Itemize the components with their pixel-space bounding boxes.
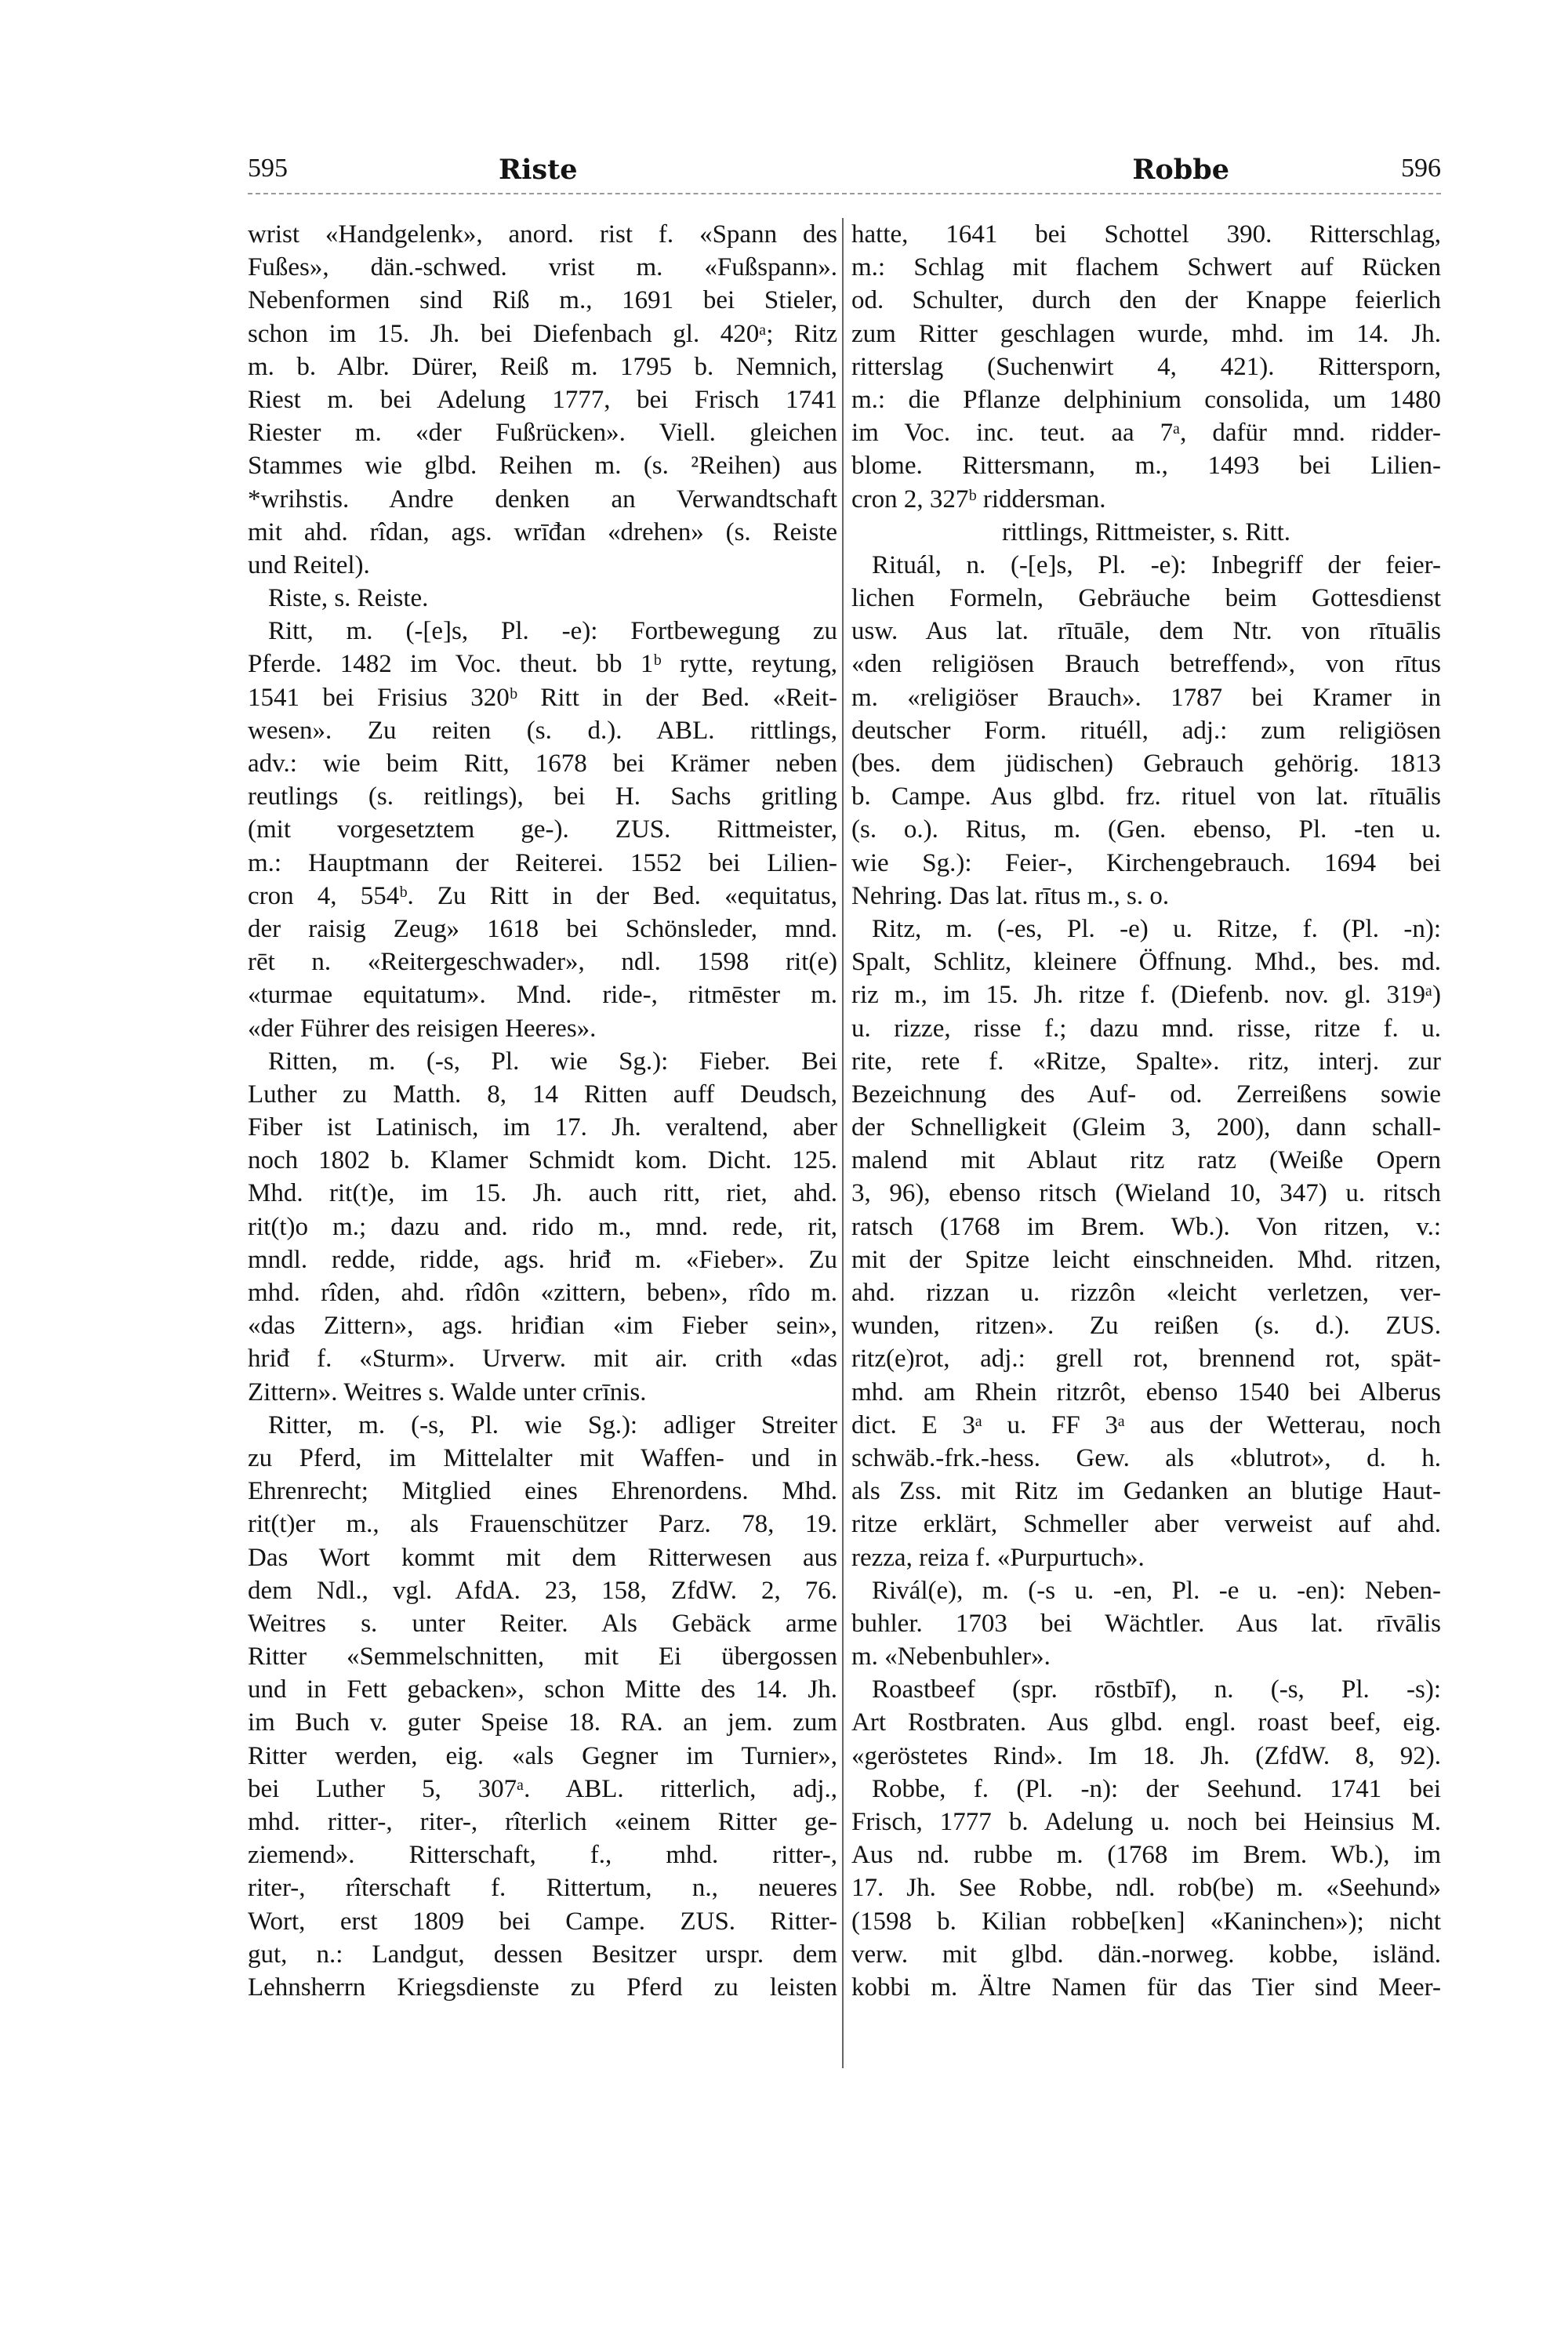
- text-line: (s. o.). Ritus, m. (Gen. ebenso, Pl. -ten u.: [851, 815, 1441, 844]
- text-line: 1541 bei Frisius 320ᵇ Ritt in der Bed. «Reit-: [248, 683, 837, 712]
- text-line: wesen». Zu reiten (s. d.). ABL. rittlings,: [248, 716, 837, 745]
- text-line: Fußes», dän.-schwed. vrist m. «Fußspann».: [248, 253, 837, 282]
- text-line: Luther zu Matth. 8, 14 Ritten auff Deudsch,: [248, 1080, 837, 1109]
- text-line: noch 1802 b. Klamer Schmidt kom. Dicht. 125.: [248, 1146, 837, 1175]
- text-line: blome. Rittersmann, m., 1493 bei Lilien-: [851, 452, 1441, 481]
- text-line: deutscher Form. rituéll, adj.: zum religiösen: [851, 716, 1441, 745]
- right-column: [851, 218, 1441, 2068]
- text-line: mit der Spitze leicht einschneiden. Mhd. ritzen,: [851, 1245, 1441, 1274]
- text-line: ritze erklärt, Schmeller aber verweist auf ahd.: [851, 1510, 1441, 1539]
- text-line: bei Luther 5, 307ᵃ. ABL. ritterlich, adj.,: [248, 1774, 837, 1803]
- text-line: und in Fett gebacken», schon Mitte des 14. Jh.: [248, 1675, 837, 1704]
- text-line: m. «Nebenbuhler».: [851, 1642, 1051, 1671]
- text-line: cron 4, 554ᵇ. Zu Ritt in der Bed. «equitatus,: [248, 881, 837, 910]
- text-line: Roastbeef (spr. rōstbīf), n. (-s, Pl. -s):: [872, 1675, 1441, 1704]
- text-line: ritz(e)rot, adj.: grell rot, brennend rot, spät-: [851, 1345, 1441, 1374]
- text-line: Riester m. «der Fußrücken». Viell. gleichen: [248, 419, 837, 448]
- text-line: und Reitel).: [248, 550, 370, 579]
- text-line: dict. E 3ᵃ u. FF 3ᵃ aus der Wetterau, noch: [851, 1410, 1441, 1439]
- text-line: malend mit Ablaut ritz ratz (Weiße Opern: [851, 1146, 1441, 1175]
- text-line: riz m., im 15. Jh. ritze f. (Diefenb. nov. gl. 319ᵃ): [851, 981, 1441, 1010]
- text-line: Ritter «Semmelschnitten, mit Ei übergossen: [248, 1642, 837, 1671]
- text-line: «turmae equitatum». Mnd. ride-, ritmēster m.: [248, 981, 837, 1010]
- text-line: Ritter werden, eig. «als Gegner im Turnier»,: [248, 1741, 837, 1770]
- page-number-right: 596: [1401, 154, 1441, 183]
- text-line: wrist «Handgelenk», anord. rist f. «Spann des: [248, 220, 837, 249]
- text-line: Art Rostbraten. Aus glbd. engl. roast beef, eig.: [851, 1708, 1441, 1737]
- text-line: der Schnelligkeit (Gleim 3, 200), dann schall-: [851, 1113, 1441, 1142]
- text-line: od. Schulter, durch den der Knappe feierlich: [851, 286, 1441, 315]
- text-line: mhd. ritter-, riter-, rîterlich «einem Ritter ge-: [248, 1808, 837, 1836]
- text-line: «der Führer des reisigen Heeres».: [248, 1014, 597, 1043]
- text-line: b. Campe. Aus glbd. frz. rituel von lat. rītuālis: [851, 782, 1441, 811]
- text-line: Frisch, 1777 b. Adelung u. noch bei Heinsius M.: [851, 1808, 1441, 1836]
- text-line: rittlings, Rittmeister, s. Ritt.: [1001, 517, 1291, 546]
- text-line: als Zss. mit Ritz im Gedanken an blutige Haut-: [851, 1477, 1441, 1506]
- text-line: Weitres s. unter Reiter. Als Gebäck arme: [248, 1609, 837, 1638]
- text-line: zum Ritter geschlagen wurde, mhd. im 14. Jh.: [851, 319, 1441, 348]
- text-line: mit ahd. rîdan, ags. wrīđan «drehen» (s. Reiste: [248, 517, 837, 546]
- text-line: m. «religiöser Brauch». 1787 bei Kramer in: [851, 683, 1441, 712]
- text-line: reutlings (s. reitlings), bei H. Sachs gritling: [248, 782, 837, 811]
- text-line: m.: Schlag mit flachem Schwert auf Rücken: [851, 253, 1441, 282]
- text-line: ritterslag (Suchenwirt 4, 421). Rittersporn,: [851, 352, 1441, 381]
- text-line: Rivál(e), m. (-s u. -en, Pl. -e u. -en): Neben-: [872, 1576, 1441, 1605]
- text-line: Das Wort kommt mit dem Ritterwesen aus: [248, 1543, 837, 1572]
- left-column: [248, 218, 837, 2068]
- page-number-left: 595: [248, 154, 288, 183]
- text-line: Bezeichnung des Auf- od. Zerreißens sowie: [851, 1080, 1441, 1109]
- text-line: ziemend». Ritterschaft, f., mhd. ritter-,: [248, 1841, 837, 1870]
- text-line: 17. Jh. See Robbe, ndl. rob(be) m. «Seehund»: [851, 1874, 1441, 1903]
- text-line: dem Ndl., vgl. AfdA. 23, 158, ZfdW. 2, 76.: [248, 1576, 837, 1605]
- running-head-right: Robbe: [1132, 154, 1229, 186]
- text-line: mndl. redde, ridde, ags. hriđ m. «Fieber». Zu: [248, 1245, 837, 1274]
- text-line: Rituál, n. (-[e]s, Pl. -e): Inbegriff der feier-: [872, 550, 1441, 579]
- text-line: schon im 15. Jh. bei Diefenbach gl. 420ᵃ; Ritz: [248, 319, 837, 348]
- text-line: Robbe, f. (Pl. -n): der Seehund. 1741 bei: [872, 1774, 1441, 1803]
- text-line: Zittern». Weitres s. Walde unter crīnis.: [248, 1377, 647, 1406]
- text-line: (mit vorgesetztem ge-). ZUS. Rittmeister,: [248, 815, 837, 844]
- text-line: hriđ f. «Sturm». Urverw. mit air. crith «das: [248, 1345, 837, 1374]
- text-line: «geröstetes Rind». Im 18. Jh. (ZfdW. 8, 92).: [851, 1741, 1441, 1770]
- text-line: Riste, s. Reiste.: [268, 584, 429, 613]
- text-line: buhler. 1703 bei Wächtler. Aus lat. rīvālis: [851, 1609, 1441, 1638]
- text-line: schwäb.-frk.-hess. Gew. als «blutrot», d. h.: [851, 1443, 1441, 1472]
- text-line: rit(t)er m., als Frauenschützer Parz. 78, 19.: [248, 1510, 837, 1539]
- text-line: Ritter, m. (-s, Pl. wie Sg.): adliger Streiter: [268, 1410, 837, 1439]
- text-line: wunden, ritzen». Zu reißen (s. d.). ZUS.: [851, 1312, 1441, 1341]
- text-line: Spalt, Schlitz, kleinere Öffnung. Mhd., bes. md.: [851, 948, 1441, 977]
- text-line: m.: die Pflanze delphinium consolida, um 1480: [851, 385, 1441, 414]
- text-line: zu Pferd, im Mittelalter mit Waffen- und in: [248, 1443, 837, 1472]
- text-line: Wort, erst 1809 bei Campe. ZUS. Ritter-: [248, 1907, 837, 1936]
- text-line: Stammes wie glbd. Reihen m. (s. ²Reihen) aus: [248, 452, 837, 481]
- text-line: im Buch v. guter Speise 18. RA. an jem. zum: [248, 1708, 837, 1737]
- text-line: hatte, 1641 bei Schottel 390. Ritterschlag,: [851, 220, 1441, 249]
- text-line: (1598 b. Kilian robbe[ken] «Kaninchen»); nicht: [851, 1907, 1441, 1936]
- text-line: cron 2, 327ᵇ riddersman.: [851, 485, 1106, 514]
- text-line: Nebenformen sind Riß m., 1691 bei Stieler,: [248, 286, 837, 315]
- text-line: m.: Hauptmann der Reiterei. 1552 bei Lilien-: [248, 848, 837, 877]
- text-line: Pferde. 1482 im Voc. theut. bb 1ᵇ rytte, reytung,: [248, 650, 837, 679]
- text-line: Ritten, m. (-s, Pl. wie Sg.): Fieber. Bei: [268, 1047, 837, 1076]
- text-line: adv.: wie beim Ritt, 1678 bei Krämer neben: [248, 750, 837, 778]
- text-line: Riest m. bei Adelung 1777, bei Frisch 1741: [248, 385, 837, 414]
- text-line: «das Zittern», ags. hriđian «im Fieber sein»,: [248, 1312, 837, 1341]
- text-line: m. b. Albr. Dürer, Reiß m. 1795 b. Nemnich,: [248, 352, 837, 381]
- text-line: lichen Formeln, Gebräuche beim Gottesdienst: [851, 584, 1441, 613]
- text-line: ratsch (1768 im Brem. Wb.). Von ritzen, v.:: [851, 1212, 1441, 1241]
- column-divider: [842, 218, 844, 2068]
- text-line: Ritt, m. (-[e]s, Pl. -e): Fortbewegung zu: [268, 617, 837, 646]
- running-head-left: Riste: [499, 154, 578, 186]
- text-line: kobbi m. Ältre Namen für das Tier sind Meer-: [851, 1973, 1441, 2002]
- text-line: Aus nd. rubbe m. (1768 im Brem. Wb.), im: [851, 1841, 1441, 1870]
- text-line: Nehring. Das lat. rītus m., s. o.: [851, 881, 1170, 910]
- text-line: gut, n.: Landgut, dessen Besitzer urspr. dem: [248, 1940, 837, 1969]
- text-line: Ritz, m. (-es, Pl. -e) u. Ritze, f. (Pl. -n):: [872, 914, 1441, 943]
- text-line: mhd. rîden, ahd. rîdôn «zittern, beben», rîdo m.: [248, 1279, 837, 1307]
- text-line: Ehrenrecht; Mitglied eines Ehrenordens. Mhd.: [248, 1477, 837, 1506]
- text-line: (bes. dem jüdischen) Gebrauch gehörig. 1813: [851, 750, 1441, 778]
- text-line: rite, rete f. «Ritze, Spalte». ritz, interj. zur: [851, 1047, 1441, 1076]
- text-line: der raisig Zeug» 1618 bei Schönsleder, mnd.: [248, 914, 837, 943]
- text-line: wie Sg.): Feier-, Kirchengebrauch. 1694 bei: [851, 848, 1441, 877]
- text-line: usw. Aus lat. rītuāle, dem Ntr. von rītuālis: [851, 617, 1441, 646]
- text-line: verw. mit glbd. dän.-norweg. kobbe, isländ.: [851, 1940, 1441, 1969]
- text-line: 3, 96), ebenso ritsch (Wieland 10, 347) u. ritsch: [851, 1179, 1441, 1208]
- text-line: u. rizze, risse f.; dazu mnd. risse, ritze f. u.: [851, 1014, 1441, 1043]
- text-line: Lehnsherrn Kriegsdienste zu Pferd zu leisten: [248, 1973, 837, 2002]
- text-line: «den religiösen Brauch betreffend», von rītus: [851, 650, 1441, 679]
- text-line: im Voc. inc. teut. aa 7ᵃ, dafür mnd. ridder-: [851, 419, 1441, 448]
- text-line: Mhd. rit(t)e, im 15. Jh. auch ritt, riet, ahd.: [248, 1179, 837, 1208]
- text-line: *wrihstis. Andre denken an Verwandtschaft: [248, 485, 837, 514]
- text-line: riter-, rîterschaft f. Rittertum, n., neueres: [248, 1874, 837, 1903]
- text-line: mhd. am Rhein ritzrôt, ebenso 1540 bei Alberus: [851, 1377, 1441, 1406]
- text-line: rēt n. «Reitergeschwader», ndl. 1598 rit(e): [248, 948, 837, 977]
- text-line: rit(t)o m.; dazu and. rido m., mnd. rede, rit,: [248, 1212, 837, 1241]
- text-line: rezza, reiza f. «Purpurtuch».: [851, 1543, 1145, 1572]
- text-line: ahd. rizzan u. rizzôn «leicht verletzen, ver-: [851, 1279, 1441, 1307]
- text-line: Fiber ist Latinisch, im 17. Jh. veraltend, aber: [248, 1113, 837, 1142]
- header-rule: [248, 193, 1441, 194]
